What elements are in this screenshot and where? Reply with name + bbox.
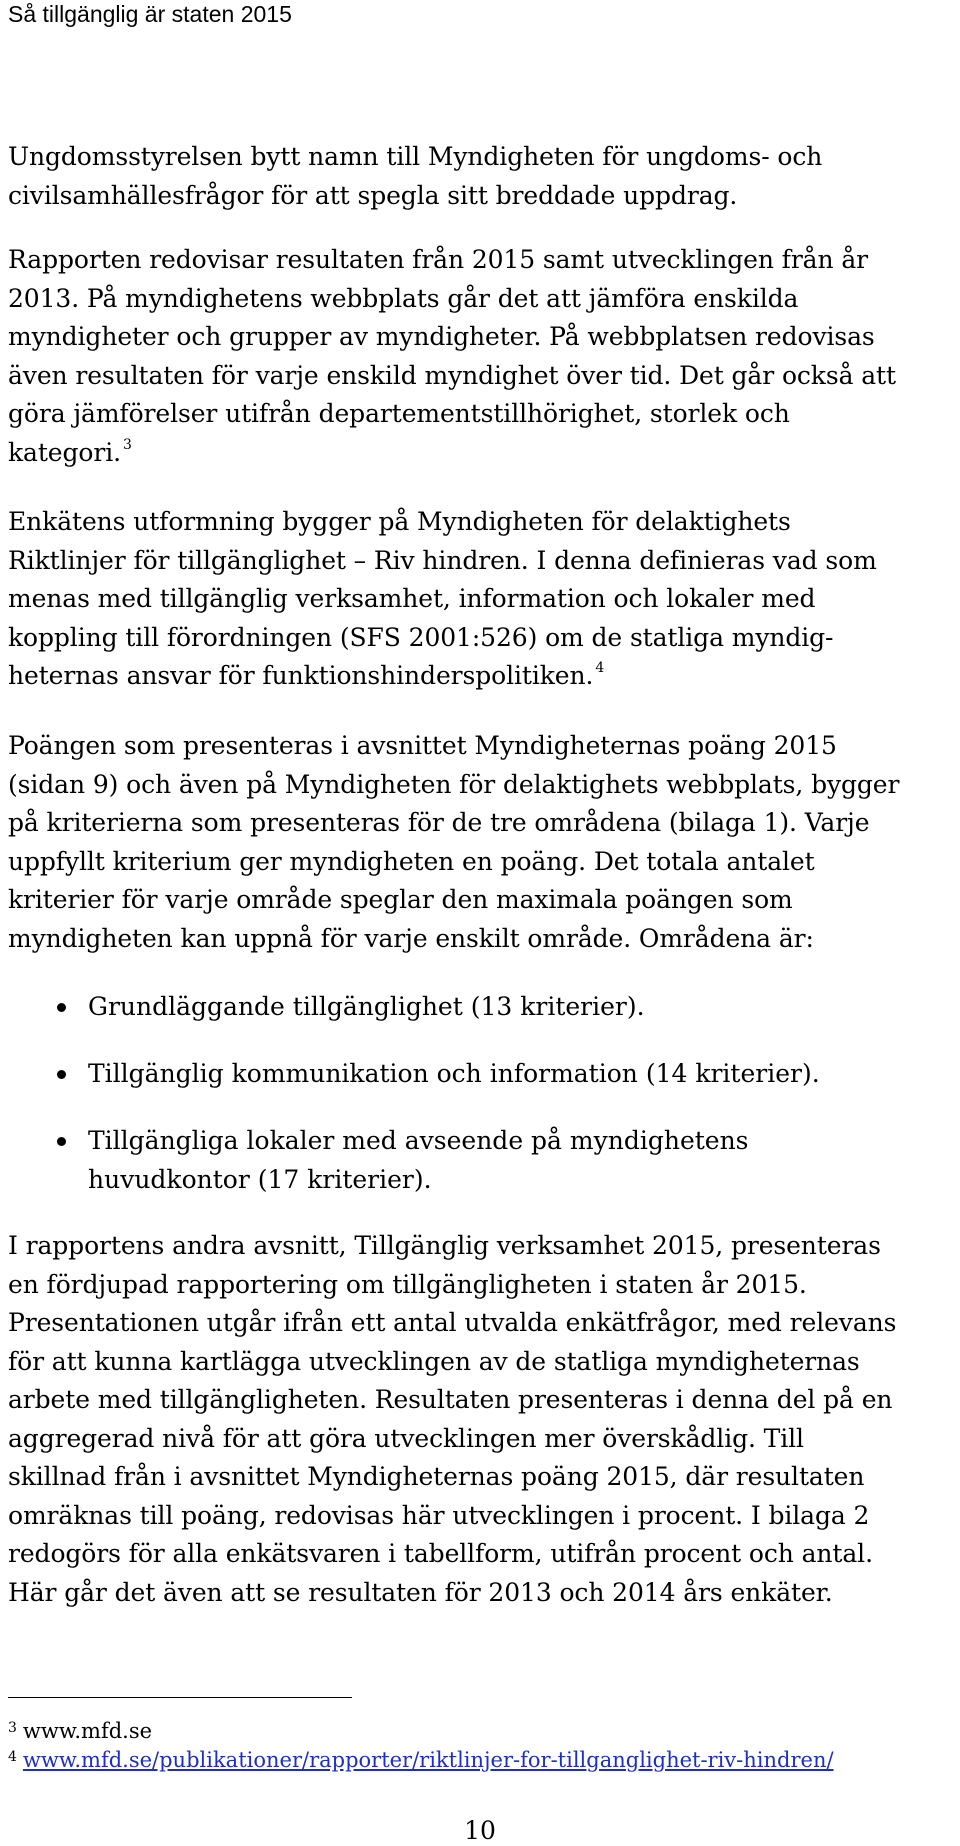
list-item bbox=[88, 1055, 948, 1094]
text-line: en fördjupad rapportering om tillgängligheten i staten år 2015. bbox=[8, 1269, 807, 1299]
text-line: I rapportens andra avsnitt, Tillgänglig verksamhet 2015, presenteras bbox=[8, 1231, 881, 1260]
text-segment: kategori. bbox=[8, 437, 121, 467]
list-item bbox=[88, 988, 948, 1027]
text-line: (sidan 9) och även på Myndigheten för delaktighets webbplats, bygger bbox=[8, 769, 900, 799]
text-line: på kriterierna som presenteras för de tre områdena (bilaga 1). Varje bbox=[8, 808, 870, 837]
text-segment: heternas ansvar för funktionshinderspolitiken. bbox=[8, 661, 594, 690]
text-line: för att kunna kartlägga utvecklingen av de statliga myndigheternas bbox=[8, 1346, 860, 1376]
text-line: kriterier för varje område speglar den maximala poängen som bbox=[8, 885, 793, 914]
running-header: Så tillgänglig är staten 2015 bbox=[8, 1, 292, 27]
paragraph-5 bbox=[8, 1227, 958, 1612]
text-line: koppling till förordningen (SFS 2001:526) om de statliga myndig- bbox=[8, 622, 834, 652]
text-line: myndigheter och grupper av myndigheter. På webbplatsen redovisas bbox=[8, 322, 875, 351]
text-line: Riktlinjer för tillgänglighet – Riv hindren. I denna definieras vad som bbox=[8, 545, 877, 575]
text-line bbox=[8, 434, 958, 473]
text-line: myndigheten kan uppnå för varje enskilt område. Områdena är: bbox=[8, 923, 814, 953]
text-line: Presentationen utgår ifrån ett antal utvalda enkätfrågor, med relevans bbox=[8, 1308, 897, 1337]
text-line: redogörs för alla enkätsvaren i tabellform, utifrån procent och antal. bbox=[8, 1539, 873, 1568]
footnote-reference: 3 bbox=[122, 436, 132, 453]
page-number: 10 bbox=[464, 1816, 496, 1845]
paragraph-1 bbox=[8, 138, 958, 215]
text-line: omräknas till poäng, redovisas här utvecklingen i procent. I bilaga 2 bbox=[8, 1500, 870, 1530]
text-line: Grundläggande tillgänglighet (13 kriterier). bbox=[88, 992, 645, 1021]
paragraph-3 bbox=[8, 503, 958, 696]
text-line: Poängen som presenteras i avsnittet Myndigheternas poäng 2015 bbox=[8, 731, 837, 760]
footnote-link[interactable]: www.mfd.se/publikationer/rapporter/riktlinjer-for-tillganglighet-riv-hindren/ bbox=[22, 1748, 834, 1772]
bullet-icon bbox=[57, 1003, 66, 1012]
list-item bbox=[88, 1122, 948, 1199]
footnote-4 bbox=[8, 1744, 834, 1773]
bullet-icon bbox=[57, 1137, 66, 1146]
footnote-text: www.mfd.se bbox=[22, 1719, 153, 1743]
text-line: skillnad från i avsnittet Myndigheternas poäng 2015, där resultaten bbox=[8, 1462, 865, 1491]
text-line: Här går det även att se resultaten för 2013 och 2014 års enkäter. bbox=[8, 1577, 833, 1607]
text-line: Rapporten redovisar resultaten från 2015 samt utvecklingen från år bbox=[8, 245, 868, 274]
footnote-number: 4 bbox=[8, 1749, 17, 1765]
text-line: arbete med tillgängligheten. Resultaten presenteras i denna del på en bbox=[8, 1385, 893, 1414]
footnote-reference: 4 bbox=[595, 660, 605, 676]
bullet-icon bbox=[57, 1070, 66, 1079]
footnote-number: 3 bbox=[8, 1720, 17, 1736]
text-line: göra jämförelser utifrån departementstillhörighet, storlek och bbox=[8, 399, 790, 428]
text-line: även resultaten för varje enskild myndighet över tid. Det går också att bbox=[8, 360, 896, 390]
text-line bbox=[8, 657, 958, 696]
text-line: uppfyllt kriterium ger myndigheten en poäng. Det totala antalet bbox=[8, 846, 815, 876]
text-line: Tillgängliga lokaler med avseende på myndighetens bbox=[88, 1126, 749, 1155]
text-line: civilsamhällesfrågor för att spegla sitt breddade uppdrag. bbox=[8, 180, 738, 210]
text-line: huvudkontor (17 kriterier). bbox=[88, 1164, 432, 1194]
paragraph-2 bbox=[8, 241, 958, 472]
text-line: Ungdomsstyrelsen bytt namn till Myndigheten för ungdoms- och bbox=[8, 142, 823, 171]
footnote-divider bbox=[8, 1697, 352, 1698]
text-line: 2013. På myndighetens webbplats går det att jämföra enskilda bbox=[8, 283, 799, 313]
text-line: menas med tillgänglig verksamhet, information och lokaler med bbox=[8, 584, 816, 613]
footnote-3 bbox=[8, 1715, 152, 1744]
text-line: aggregerad nivå för att göra utvecklingen mer överskådlig. Till bbox=[8, 1423, 804, 1453]
text-line: Tillgänglig kommunikation och information (14 kriterier). bbox=[88, 1059, 820, 1088]
paragraph-4 bbox=[8, 727, 958, 958]
text-line: Enkätens utformning bygger på Myndigheten för delaktighets bbox=[8, 507, 791, 536]
